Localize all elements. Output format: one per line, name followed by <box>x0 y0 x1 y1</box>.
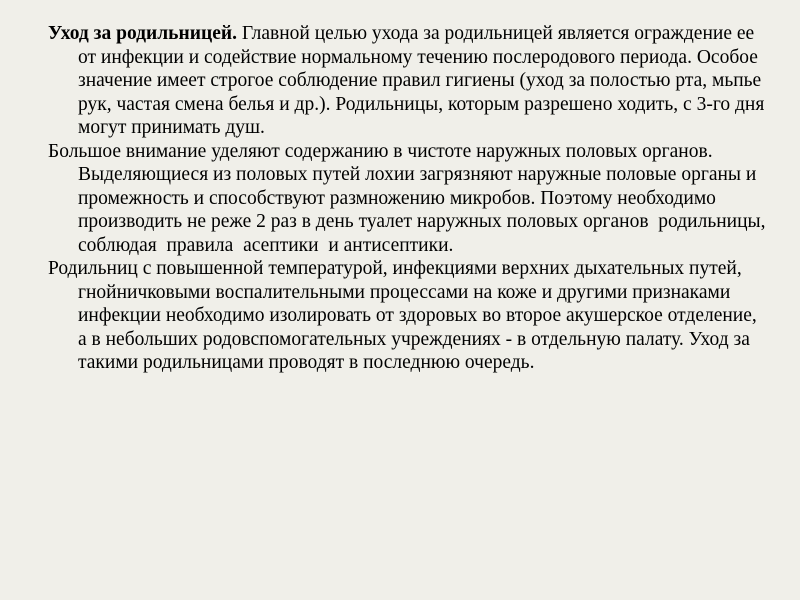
slide-text-block <box>48 22 781 375</box>
paragraph-body: Родильниц с повышенной температурой, инфекциями верхних дыхательных путей, гнойничковыми воспалительными процессами на коже и другими признаками инфекции необходимо изолировать от здоровых во второе акушерское отделение, а в небольших родовспомогательных учреждениях - в отдельную палату. Уход за такими родильницами проводят в последнюю очередь. <box>48 258 762 373</box>
paragraph-body: Большое внимание уделяют содержанию в чистоте наружных половых органов. Выделяющиеся из половых путей лохии загрязняют наружные половые органы и промежность и способствуют размножению микробов. Поэтому необходимо производить не реже 2 раз в день туалет наружных половых органов родильницы, соблюдая правила асептики и антисептики. <box>48 140 781 256</box>
paragraph-body: Главной целью ухода за родильницей является ограждение ее от инфекции и содействие нормальному течению послеродового периода. Особое значение имеет строгое соблюдение правил гигиены (уход за полостью рта, мьпье рук, частая смена белья и др.). Родильницы, которым разрешено ходить, с 3-го дня могут принимать душ. <box>78 23 770 138</box>
paragraph-care-of-postpartum-woman <box>48 22 768 140</box>
paragraph-isolation-of-infected <box>48 257 768 375</box>
paragraph-external-genital-hygiene <box>48 140 781 258</box>
paragraph-lead-heading: Уход за родильницей. <box>48 23 237 44</box>
